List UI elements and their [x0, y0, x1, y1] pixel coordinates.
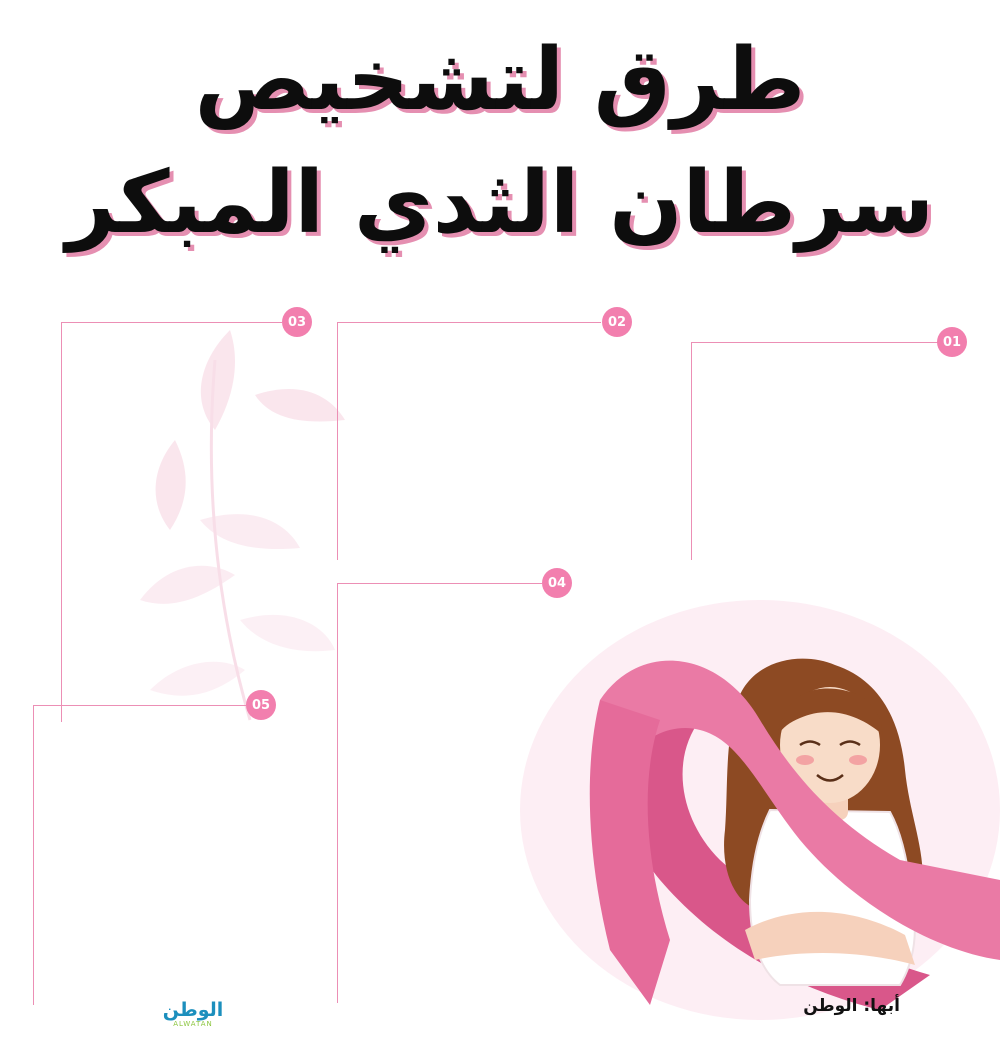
card-frame-side: [691, 342, 692, 560]
card-frame-side: [337, 583, 338, 1003]
card-number-badge: 02: [602, 307, 632, 337]
leaf-decoration-left: [140, 330, 345, 720]
card-number-badge: 03: [282, 307, 312, 337]
page-title-line-2: سرطان الثدي المبكر: [65, 153, 935, 253]
card-frame-top: [34, 705, 246, 706]
card-frame-top: [338, 322, 601, 323]
card-number-badge: 05: [246, 690, 276, 720]
card-frame-side: [61, 322, 62, 722]
woman-cheek-right: [849, 755, 867, 765]
woman-cheek-left: [796, 755, 814, 765]
logo-arabic: الوطن: [162, 999, 224, 1021]
page-title-line-1: طرق لتشخيص: [194, 30, 806, 130]
alwatan-logo: [158, 1000, 228, 1030]
card-frame-top: [62, 322, 282, 323]
logo-english: ALWATAN: [173, 1020, 213, 1028]
card-frame-top: [692, 342, 938, 343]
card-frame-side: [337, 322, 338, 560]
card-number-badge: 04: [542, 568, 572, 598]
source-credit: أبها: الوطن: [803, 996, 900, 1016]
card-frame-top: [338, 583, 542, 584]
card-number-badge: 01: [937, 327, 967, 357]
card-frame-side: [33, 705, 34, 1005]
